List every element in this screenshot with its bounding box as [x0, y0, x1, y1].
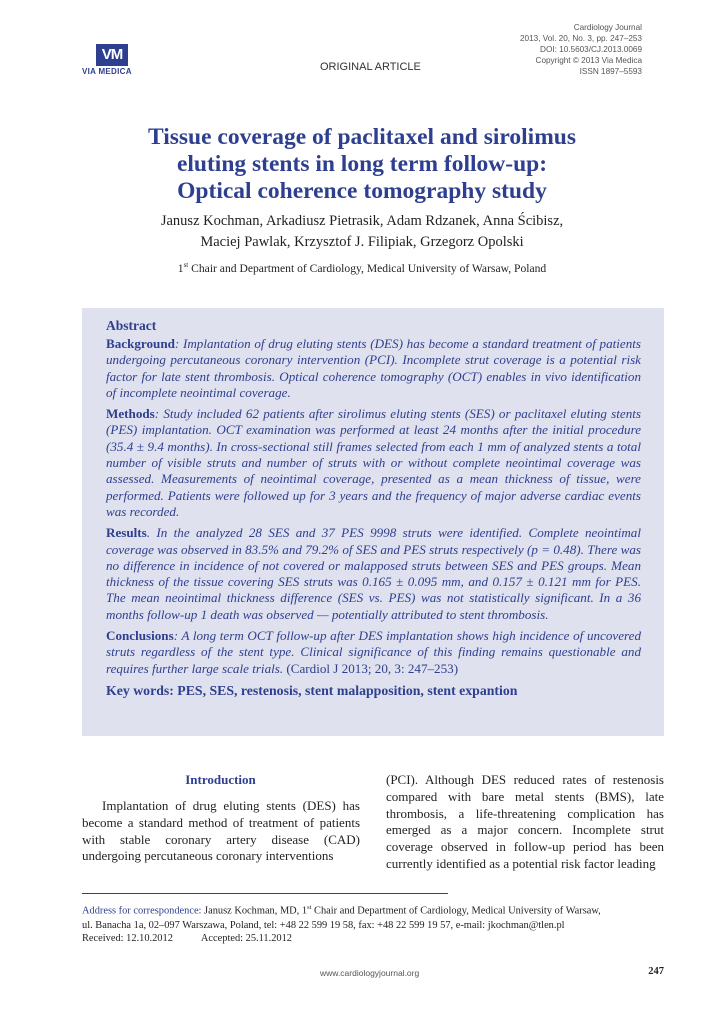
journal-issn: ISSN 1897–5593: [579, 67, 642, 76]
section-heading-introduction: Introduction: [185, 772, 256, 787]
author-list: [82, 211, 642, 253]
correspondence-label: Address for correspondence:: [82, 905, 202, 917]
publisher-logo-mark: VM: [96, 44, 128, 66]
affiliation: 1st Chair and Department of Cardiology, Medical University of Warsaw, Poland: [177, 261, 547, 275]
abstract-conclusions: [106, 628, 641, 677]
keywords: Key words: PES, SES, restenosis, stent malapposition, stent expantion: [106, 682, 518, 698]
journal-copyright: Copyright © 2013 Via Medica: [535, 56, 642, 65]
body-text-left-column: Implantation of drug eluting stents (DES) has become a standard method of treatment of patients with stable coronary artery disease (CAD) undergoing percutaneous coronary interventions: [82, 798, 360, 864]
publisher-logo-text: VIA MEDICA: [82, 67, 132, 76]
correspondence-superscript: st: [307, 904, 312, 911]
conclusions-colon: :: [173, 628, 179, 644]
results-label: Results: [106, 525, 147, 541]
author-line: Maciej Pawlak, Krzysztof J. Filipiak, Grzegorz Opolski: [200, 234, 524, 250]
background-text: Implantation of drug eluting stents (DES) has become a standard treatment of patients undergoing percutaneous coronary intervention (PCI). Incomplete strut coverage is a potential risk factor for late stent thrombosis. Optical coherence tomography (OCT) enables in vivo identification of incomplete neointimal coverage.: [106, 336, 641, 400]
journal-doi: DOI: 10.5603/CJ.2013.0069: [540, 45, 642, 54]
accepted-date: Accepted: 25.11.2012: [200, 933, 292, 944]
page-number: 247: [648, 966, 664, 977]
conclusions-text: A long term OCT follow-up after DES implantation shows high incidence of uncovered struts regardless of the stent type. Clinical significance of this finding remains questionable and requires further large scale trials.: [106, 628, 641, 676]
abstract-methods: [106, 406, 641, 520]
background-label: Background: [106, 336, 175, 351]
citation: (Cardiol J 2013; 20, 3: 247–253): [283, 660, 459, 676]
body-text-right-column: (PCI). Although DES reduced rates of restenosis compared with bare metal stents (BMS), late thrombosis, a life-threatening complication has emerged as a major concern. Incomplete strut coverage observed in follow-up period has been currently identified as a potential risk factor leading: [386, 772, 664, 871]
background-colon: :: [174, 336, 180, 351]
methods-text: Study included 62 patients after sirolimus eluting stents (SES) or paclitaxel eluting stents (PES) implantation. OCT examination was performed at least 24 months after the initial procedure (35.4 ± 9.4 months). In cross-sectional still frames selected from each 1 mm of analyzed stents a total number of visible struts and number of struts with or without complete neointimal coverage was assessed. Measurements of neointimal coverage, presented as a mean thickness of tissue, were performed. Patients were followed up for 3 years and the frequency of major adverse cardiac events was recorded.: [106, 406, 641, 519]
publisher-logo: [82, 44, 144, 76]
affiliation-text: Chair and Department of Cardiology, Medical University of Warsaw, Poland: [191, 261, 547, 275]
title-line: Tissue coverage of paclitaxel and sirolimus: [147, 124, 576, 150]
abstract-results: [106, 525, 641, 623]
conclusions-label: Conclusions: [106, 628, 174, 644]
results-colon: .: [146, 525, 151, 541]
results-text: In the analyzed 28 SES and 37 PES 9998 struts were identified. Complete neointimal coverage was observed in 83.5% and 79.2% of SES and PES struts respectively (p = 0.48). There was no difference in incidence of not covered or malapposed struts between SES and PES groups. Mean thickness of the tissue covering SES struts was 0.165 ± 0.095 mm, and 0.157 ± 0.121 mm for PES. The mean neointimal thickness difference (SES vs. PES) was not statistically significant. In a 36 months follow-up 1 death was observed — potentially attributed to stent thrombosis.: [106, 525, 641, 622]
ordinal-suffix: st: [183, 261, 189, 269]
correspondence-dept: Chair and Department of Cardiology, Medical University of Warsaw,: [311, 905, 601, 917]
title-line: eluting stents in long term follow-up:: [176, 151, 548, 177]
journal-volume: 2013, Vol. 20, No. 3, pp. 247–253: [519, 34, 642, 43]
received-date: Received: 12.10.2012: [82, 933, 173, 944]
title-line: Optical coherence tomography study: [177, 178, 547, 204]
correspondence-note: [82, 900, 664, 933]
submission-dates: [82, 933, 292, 944]
author-line: Janusz Kochman, Arkadiusz Pietrasik, Adam Rdzanek, Anna Ścibisz,: [160, 213, 564, 229]
footnote-divider: [82, 893, 448, 894]
journal-name: Cardiology Journal: [573, 23, 642, 32]
methods-label: Methods: [106, 406, 155, 422]
journal-website: www.cardiologyjournal.org: [320, 968, 420, 978]
correspondence-name: Janusz Kochman, MD, 1: [201, 905, 308, 917]
methods-colon: :: [154, 406, 160, 422]
article-type: ORIGINAL ARTICLE: [320, 61, 421, 73]
correspondence-line-2: ul. Banacha 1a, 02–097 Warszawa, Poland, tel: +48 22 599 19 58, fax: +48 22 599 19 57, e-mail: jkochman@tlen.pl: [82, 920, 565, 932]
abstract-box: [82, 308, 664, 736]
article-title: [82, 124, 642, 205]
journal-meta: [520, 22, 642, 77]
correspondence-line-1: [82, 900, 664, 918]
abstract-heading: Abstract: [106, 318, 157, 333]
abstract-background: [106, 336, 641, 401]
